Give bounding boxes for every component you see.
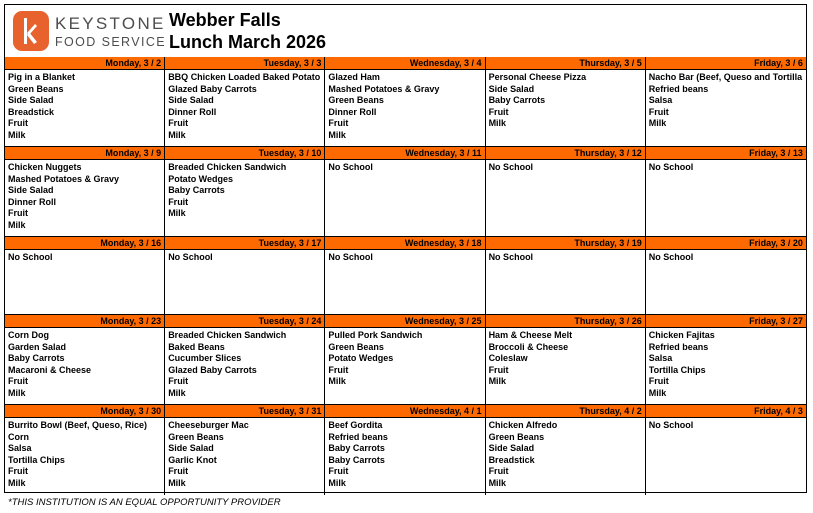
- day-cell: [165, 315, 325, 404]
- day-header: Friday, 3 / 6: [646, 57, 806, 70]
- menu-item: Corn Dog: [8, 330, 49, 340]
- menu-item: Milk: [648, 387, 667, 398]
- day-cell: [325, 147, 485, 236]
- day-header: Wednesday, 3 / 25: [325, 315, 484, 328]
- day-header: Wednesday, 3 / 18: [325, 237, 484, 250]
- menu-list: [646, 70, 806, 130]
- menu-item: Baby Carrots: [8, 353, 65, 364]
- menu-item: Fruit: [8, 208, 28, 219]
- school-name: Webber Falls: [169, 10, 281, 30]
- menu-list: [5, 250, 164, 264]
- day-header: Monday, 3 / 2: [5, 57, 164, 70]
- menu-item: Side Salad: [488, 443, 535, 454]
- menu-item: Tortilla Chips: [648, 364, 706, 375]
- menu-item: Macaroni & Cheese: [8, 364, 92, 375]
- menu-list: [5, 160, 164, 232]
- logo-wordmark-keystone: KEYSTONE: [55, 14, 166, 33]
- menu-list: [486, 418, 645, 490]
- menu-item: Tortilla Chips: [8, 454, 65, 465]
- menu-list: [646, 160, 806, 174]
- menu-item: No School: [328, 252, 373, 262]
- menu-item: Refried beans: [328, 431, 388, 442]
- menu-item: No School: [648, 420, 694, 430]
- menu-item: Salsa: [8, 443, 32, 454]
- menu-item: Garlic Knot: [168, 454, 217, 465]
- day-cell: [5, 57, 165, 146]
- menu-list: [165, 70, 324, 142]
- menu-list: [5, 328, 164, 400]
- day-header: Tuesday, 3 / 3: [165, 57, 324, 70]
- day-cell: [165, 237, 325, 314]
- day-cell: [325, 405, 485, 495]
- menu-item: Baby Carrots: [328, 443, 385, 454]
- menu-item: Milk: [648, 118, 667, 129]
- day-header: Thursday, 4 / 2: [486, 405, 645, 418]
- menu-item: Nacho Bar (Beef, Queso and Tortilla: [648, 72, 803, 82]
- day-header: Tuesday, 3 / 24: [165, 315, 324, 328]
- day-cell: [486, 405, 646, 495]
- menu-item: Baby Carrots: [488, 95, 546, 106]
- menu-item: Corn: [8, 431, 29, 442]
- week-row: [5, 237, 806, 315]
- menu-item: Green Beans: [328, 95, 384, 106]
- menu-item: Refried beans: [648, 341, 709, 352]
- day-cell: [646, 147, 806, 236]
- menu-item: Beef Gordita: [328, 420, 383, 430]
- day-cell: [5, 237, 165, 314]
- menu-item: No School: [648, 162, 694, 172]
- menu-item: Broccoli & Cheese: [488, 341, 569, 352]
- menu-item: Refried beans: [648, 83, 709, 94]
- day-cell: [5, 147, 165, 236]
- equal-opportunity-notice: *THIS INSTITUTION IS AN EQUAL OPPORTUNITY PROVIDER: [8, 497, 281, 508]
- week-row: [5, 315, 806, 405]
- menu-list: [325, 70, 484, 142]
- menu-item: Breaded Chicken Sandwich: [168, 330, 287, 340]
- day-cell: [325, 315, 485, 404]
- menu-month: Lunch March 2026: [169, 32, 327, 52]
- day-header: Wednesday, 3 / 11: [325, 147, 484, 160]
- menu-item: No School: [488, 252, 534, 262]
- menu-item: Glazed Ham: [328, 72, 380, 82]
- day-cell: [646, 57, 806, 146]
- day-cell: [165, 57, 325, 146]
- menu-item: No School: [648, 252, 694, 262]
- menu-list: [165, 250, 324, 264]
- menu-item: Pig in a Blanket: [8, 72, 76, 82]
- menu-item: Breaded Chicken Sandwich: [168, 162, 287, 172]
- menu-list: [165, 160, 324, 220]
- menu-item: Fruit: [488, 106, 509, 117]
- menu-item: Fruit: [488, 466, 509, 477]
- menu-item: Fruit: [8, 118, 28, 129]
- menu-calendar: [4, 4, 807, 493]
- menu-item: Cheeseburger Mac: [168, 420, 249, 430]
- menu-item: Milk: [328, 129, 346, 140]
- day-cell: [486, 147, 646, 236]
- week-row: [5, 147, 806, 237]
- day-cell: [486, 315, 646, 404]
- menu-item: Side Salad: [488, 83, 535, 94]
- menu-item: Milk: [488, 118, 507, 129]
- day-header: Thursday, 3 / 19: [486, 237, 645, 250]
- menu-item: Burrito Bowl (Beef, Queso, Rice): [8, 420, 148, 430]
- day-header: Friday, 3 / 27: [646, 315, 806, 328]
- menu-item: Personal Cheese Pizza: [488, 72, 587, 82]
- day-header: Thursday, 3 / 12: [486, 147, 645, 160]
- menu-item: Breadstick: [488, 454, 535, 465]
- menu-item: Dinner Roll: [328, 106, 377, 117]
- menu-list: [325, 250, 484, 264]
- menu-item: Baby Carrots: [168, 185, 225, 196]
- menu-item: Cucumber Slices: [168, 353, 242, 364]
- logo-wordmark-food-service: FOOD SERVICE: [55, 35, 167, 49]
- menu-item: BBQ Chicken Loaded Baked Potato: [168, 72, 321, 82]
- day-header: Thursday, 3 / 5: [486, 57, 645, 70]
- menu-item: Baked Beans: [168, 341, 225, 352]
- day-header: Wednesday, 4 / 1: [325, 405, 484, 418]
- menu-list: [646, 250, 806, 264]
- menu-item: Garden Salad: [8, 341, 67, 352]
- menu-list: [5, 418, 164, 490]
- menu-item: Milk: [328, 477, 346, 488]
- day-header: Monday, 3 / 16: [5, 237, 164, 250]
- menu-item: Milk: [8, 129, 26, 140]
- menu-item: Potato Wedges: [328, 353, 394, 364]
- menu-item: Milk: [168, 387, 186, 398]
- menu-item: Side Salad: [168, 443, 214, 454]
- day-cell: [165, 147, 325, 236]
- day-header: Monday, 3 / 23: [5, 315, 164, 328]
- menu-item: Mashed Potatoes & Gravy: [8, 173, 120, 184]
- day-cell: [646, 405, 806, 495]
- menu-item: Fruit: [648, 106, 669, 117]
- week-row: [5, 405, 806, 495]
- menu-item: Side Salad: [8, 95, 54, 106]
- menu-item: Glazed Baby Carrots: [168, 364, 257, 375]
- day-header: Monday, 3 / 30: [5, 405, 164, 418]
- menu-item: Fruit: [168, 196, 189, 207]
- page-title: [169, 9, 326, 53]
- day-header: Friday, 3 / 13: [646, 147, 806, 160]
- day-cell: [325, 237, 485, 314]
- week-grid: [5, 57, 806, 495]
- menu-item: Dinner Roll: [8, 196, 57, 207]
- menu-item: Glazed Baby Carrots: [168, 83, 257, 94]
- menu-item: Chicken Fajitas: [648, 330, 715, 340]
- menu-list: [325, 160, 484, 174]
- menu-item: Milk: [8, 219, 26, 230]
- menu-item: Green Beans: [8, 83, 64, 94]
- day-header: Friday, 3 / 20: [646, 237, 806, 250]
- menu-item: Chicken Alfredo: [488, 420, 558, 430]
- menu-list: [486, 328, 645, 388]
- menu-item: Milk: [488, 376, 507, 387]
- day-cell: [5, 315, 165, 404]
- day-cell: [325, 57, 485, 146]
- day-cell: [165, 405, 325, 495]
- menu-item: Fruit: [8, 376, 28, 387]
- menu-item: Dinner Roll: [168, 106, 217, 117]
- menu-item: Milk: [488, 477, 507, 488]
- day-header: Monday, 3 / 9: [5, 147, 164, 160]
- keystone-logo: [13, 11, 165, 51]
- menu-item: Milk: [8, 387, 26, 398]
- menu-item: Fruit: [488, 364, 509, 375]
- menu-item: Fruit: [648, 376, 669, 387]
- day-header: Friday, 4 / 3: [646, 405, 806, 418]
- menu-item: Milk: [328, 376, 346, 387]
- day-cell: [486, 57, 646, 146]
- menu-list: [646, 418, 806, 432]
- menu-item: Fruit: [8, 466, 28, 477]
- menu-item: Fruit: [328, 364, 349, 375]
- menu-item: Fruit: [168, 118, 189, 129]
- day-header: Tuesday, 3 / 10: [165, 147, 324, 160]
- menu-list: [486, 70, 645, 130]
- menu-item: Mashed Potatoes & Gravy: [328, 83, 440, 94]
- day-cell: [646, 315, 806, 404]
- menu-item: Salsa: [648, 95, 673, 106]
- menu-item: Milk: [168, 129, 186, 140]
- menu-item: Chicken Nuggets: [8, 162, 82, 172]
- menu-item: Ham & Cheese Melt: [488, 330, 573, 340]
- menu-item: No School: [168, 252, 213, 262]
- day-header: Wednesday, 3 / 4: [325, 57, 484, 70]
- week-row: [5, 57, 806, 147]
- menu-item: Milk: [168, 208, 186, 219]
- menu-item: Breadstick: [8, 106, 55, 117]
- menu-item: No School: [488, 162, 534, 172]
- menu-list: [486, 160, 645, 174]
- menu-item: Green Beans: [168, 431, 224, 442]
- menu-item: Green Beans: [328, 341, 384, 352]
- menu-item: Fruit: [328, 466, 349, 477]
- menu-item: Baby Carrots: [328, 454, 385, 465]
- day-header: Tuesday, 3 / 17: [165, 237, 324, 250]
- menu-item: Fruit: [328, 118, 349, 129]
- menu-item: Coleslaw: [488, 353, 528, 364]
- menu-item: Green Beans: [488, 431, 545, 442]
- menu-item: No School: [328, 162, 373, 172]
- menu-list: [646, 328, 806, 400]
- keystone-k-icon: [13, 11, 49, 51]
- menu-item: Fruit: [168, 466, 189, 477]
- day-cell: [646, 237, 806, 314]
- menu-item: Fruit: [168, 376, 189, 387]
- menu-item: Milk: [168, 477, 186, 488]
- menu-item: Potato Wedges: [168, 173, 234, 184]
- menu-item: No School: [8, 252, 53, 262]
- menu-list: [165, 328, 324, 400]
- menu-list: [5, 70, 164, 142]
- menu-item: Side Salad: [168, 95, 214, 106]
- menu-list: [325, 418, 484, 490]
- menu-item: Pulled Pork Sandwich: [328, 330, 423, 340]
- day-cell: [5, 405, 165, 495]
- day-cell: [486, 237, 646, 314]
- day-header: Thursday, 3 / 26: [486, 315, 645, 328]
- menu-item: Side Salad: [8, 185, 54, 196]
- calendar-header: [5, 5, 806, 58]
- menu-item: Milk: [8, 477, 26, 488]
- menu-list: [325, 328, 484, 388]
- menu-item: Salsa: [648, 353, 673, 364]
- day-header: Tuesday, 3 / 31: [165, 405, 324, 418]
- menu-list: [486, 250, 645, 264]
- menu-list: [165, 418, 324, 490]
